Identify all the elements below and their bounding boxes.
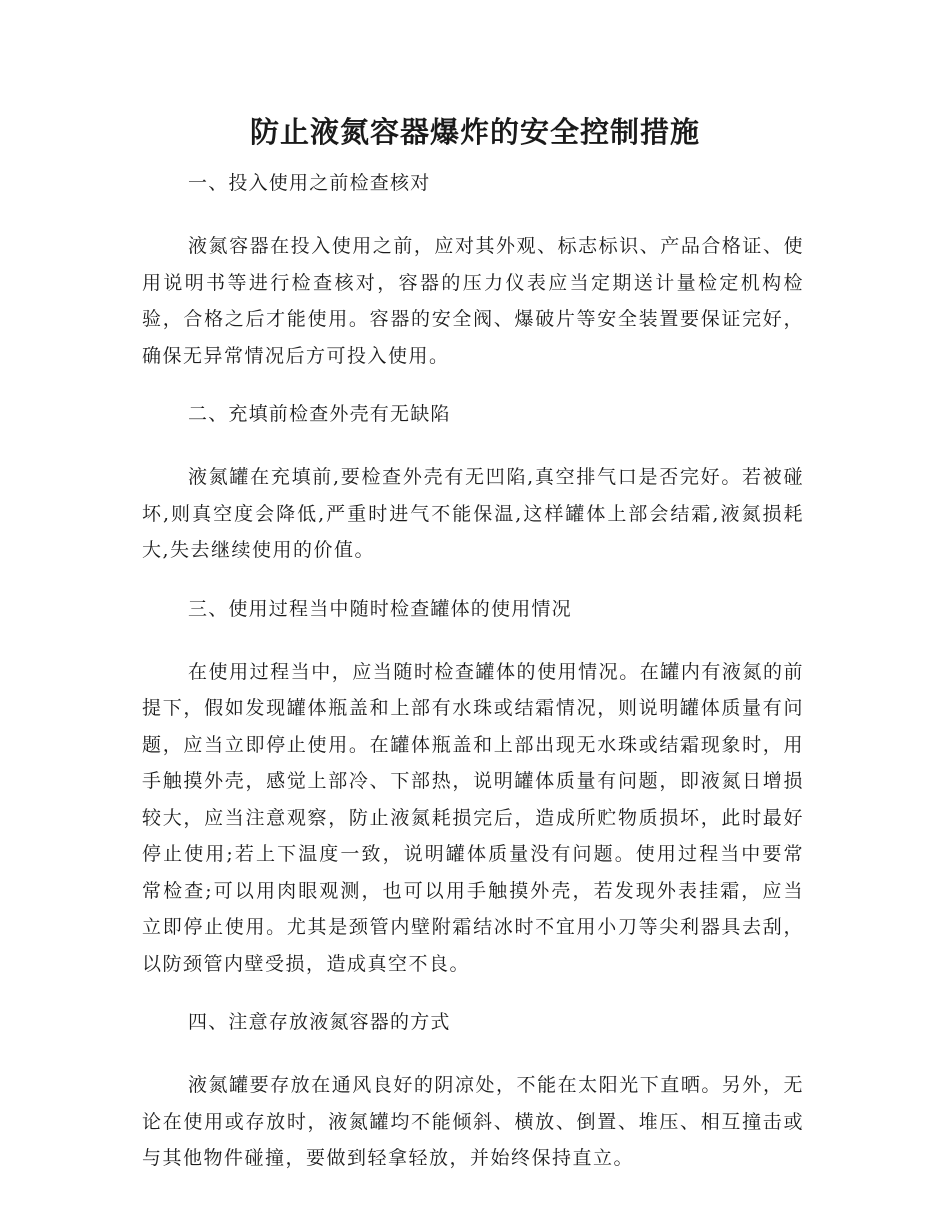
- section-heading: 三、使用过程当中随时检查罐体的使用情况: [188, 597, 572, 620]
- section-paragraph: 液氮罐在充填前,要检查外壳有无凹陷,真空排气口是否完好。若被碰坏,则真空度会降低,严重时进气不能保温,这样罐体上部会结霜,液氮损耗大,失去继续使用的价值。: [142, 466, 804, 561]
- section-heading: 一、投入使用之前检查核对: [188, 172, 431, 194]
- document-body: [142, 168, 804, 1202]
- section-heading: 四、注意存放液氮容器的方式: [188, 1011, 451, 1033]
- section-heading: 二、充填前检查外壳有无缺陷: [188, 403, 451, 425]
- document-title: 防止液氮容器爆炸的安全控制措施: [249, 115, 700, 149]
- section-paragraph: 液氮罐要存放在通风良好的阴凉处，不能在太阳光下直晒。另外，无论在使用或存放时，液氮罐均不能倾斜、横放、倒置、堆压、相互撞击或与其他物件碰撞，要做到轻拿轻放，并始终保持直立。: [142, 1074, 804, 1169]
- section-paragraph: 液氮容器在投入使用之前，应对其外观、标志标识、产品合格证、使用说明书等进行检查核对，容器的压力仪表应当定期送计量检定机构检验，合格之后才能使用。容器的安全阀、爆破片等安全装置要保证完好，确保无异常情况后方可投入使用。: [142, 235, 804, 367]
- section-paragraph: 在使用过程当中，应当随时检查罐体的使用情况。在罐内有液氮的前提下，假如发现罐体瓶盖和上部有水珠或结霜情况，则说明罐体质量有问题，应当立即停止使用。在罐体瓶盖和上部出现无水珠或结霜现象时，用手触摸外壳，感觉上部冷、下部热，说明罐体质量有问题，即液氮日增损较大，应当注意观察，防止液氮耗损完后，造成所贮物质损坏，此时最好停止使用;若上下温度一致，说明罐体质量没有问题。使用过程当中要常常检查;可以用肉眼观测，也可以用手触摸外壳，若发现外表挂霜，应当立即停止使用。尤其是颈管内壁附霜结冰时不宜用小刀等尖利器具去刮，以防颈管内壁受损，造成真空不良。: [142, 660, 804, 975]
